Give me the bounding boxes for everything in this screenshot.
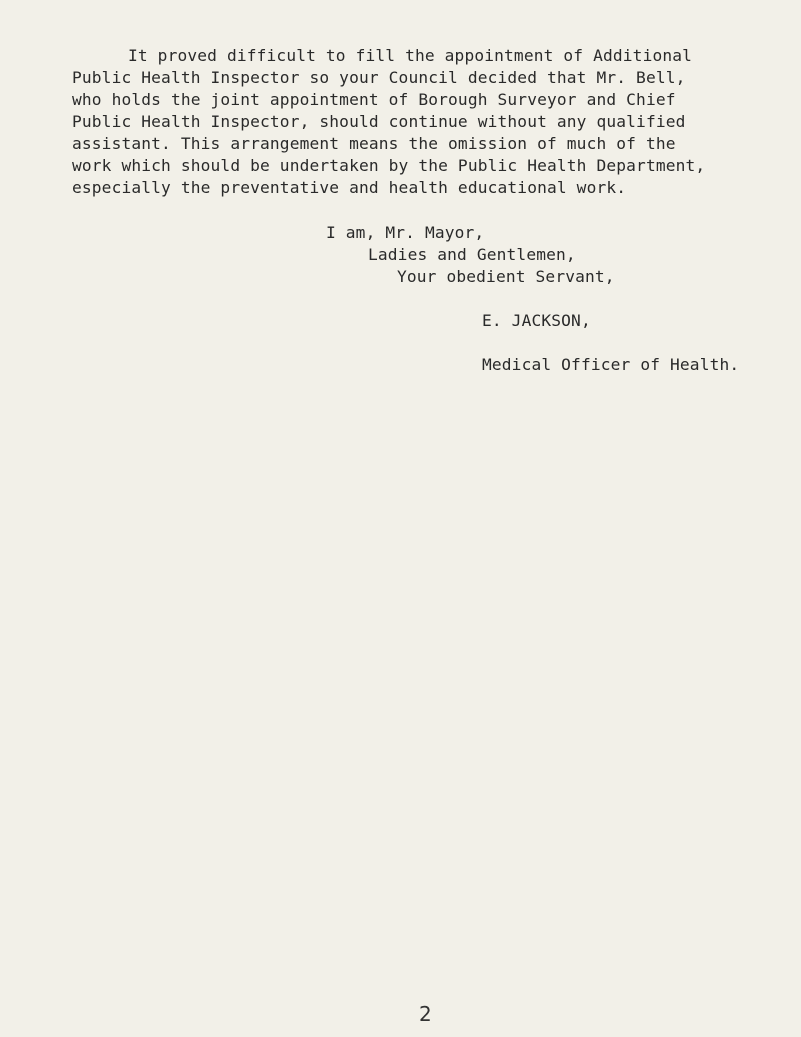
closing-salutation: I am, Mr. Mayor, [326, 223, 485, 242]
closing-addressees: Ladies and Gentlemen, [368, 245, 576, 264]
closing-valediction: Your obedient Servant, [397, 267, 615, 286]
paragraph-line: Public Health Inspector so your Council decided that Mr. Bell, [72, 68, 686, 87]
paragraph-line: especially the preventative and health educational work. [72, 178, 627, 197]
paragraph-line: It proved difficult to fill the appointment of Additional [128, 46, 693, 65]
paragraph-line: assistant. This arrangement means the omission of much of the [72, 134, 676, 153]
signature-name: E. JACKSON, [482, 311, 591, 330]
paragraph-line: work which should be undertaken by the Public Health Department, [72, 156, 706, 175]
paragraph-line: Public Health Inspector, should continue without any qualified [72, 112, 686, 131]
paragraph-line: who holds the joint appointment of Borough Surveyor and Chief [72, 90, 676, 109]
signature-title: Medical Officer of Health. [482, 355, 740, 374]
page-number: 2 [419, 1002, 432, 1026]
